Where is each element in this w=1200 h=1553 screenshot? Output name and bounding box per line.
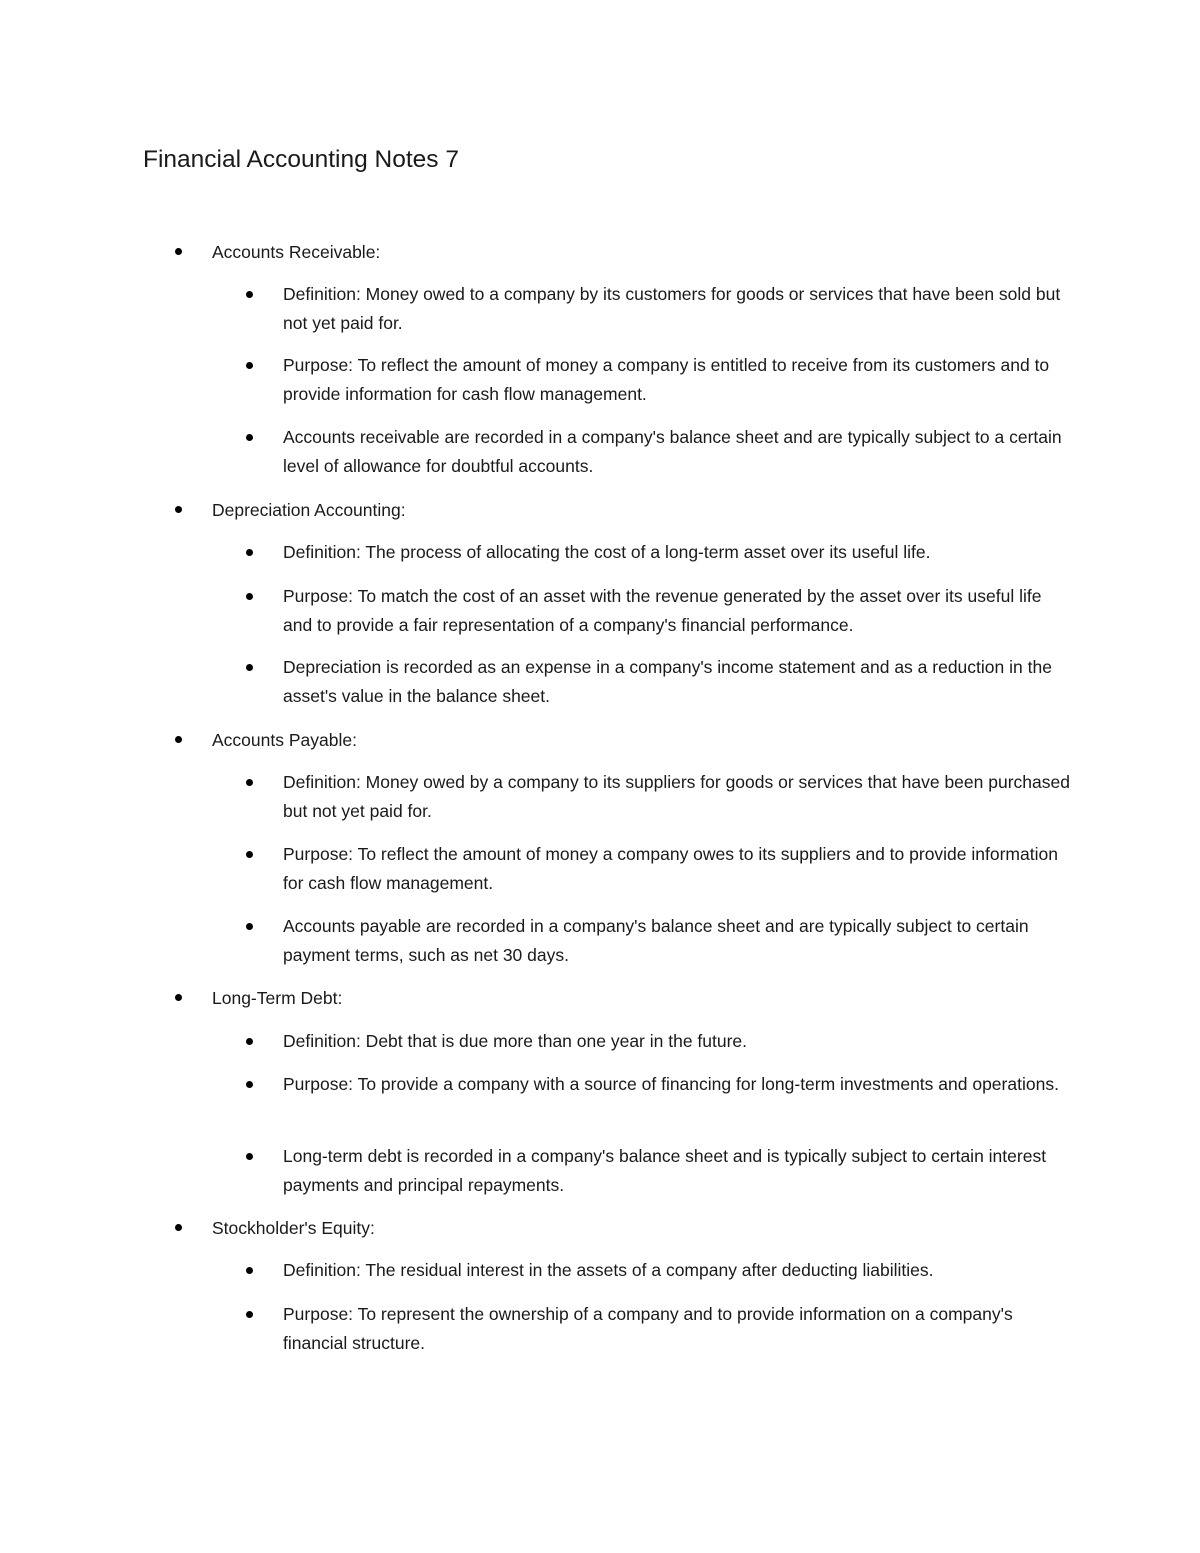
bullet-icon <box>246 664 253 671</box>
section-heading: Stockholder's Equity: <box>212 1218 375 1238</box>
list-item: Accounts receivable are recorded in a company's balance sheet and are typically subject to a certain level of allowance for doubtful accounts. <box>283 427 1062 476</box>
list-item: Depreciation is recorded as an expense in a company's income statement and as a reduction in the asset's value in the balance sheet. <box>283 657 1052 706</box>
bullet-icon <box>246 923 253 930</box>
list-item: Definition: The residual interest in the assets of a company after deducting liabilities. <box>283 1260 934 1280</box>
bullet-icon <box>246 1081 253 1088</box>
bullet-icon <box>175 248 182 255</box>
section-heading: Accounts Payable: <box>212 730 357 750</box>
list-item: Accounts payable are recorded in a company's balance sheet and are typically subject to certain payment terms, such as net 30 days. <box>283 916 1029 965</box>
list-item: Purpose: To provide a company with a source of financing for long-term investments and operations. <box>283 1074 1059 1094</box>
bullet-icon <box>246 779 253 786</box>
bullet-icon <box>175 1224 182 1231</box>
bullet-icon <box>246 1311 253 1318</box>
bullet-icon <box>246 1267 253 1274</box>
bullet-icon <box>246 1038 253 1045</box>
section-heading: Depreciation Accounting: <box>212 500 406 520</box>
list-item: Purpose: To represent the ownership of a company and to provide information on a company's financial structure. <box>283 1304 1013 1353</box>
bullet-icon <box>175 736 182 743</box>
bullet-icon <box>175 506 182 513</box>
bullet-icon <box>246 549 253 556</box>
bullet-icon <box>246 362 253 369</box>
list-item: Definition: Money owed to a company by its customers for goods or services that have been sold but not yet paid for. <box>283 284 1061 333</box>
bullet-icon <box>175 994 182 1001</box>
list-item: Definition: Money owed by a company to its suppliers for goods or services that have been purchased but not yet paid for. <box>283 772 1070 821</box>
list-item: Purpose: To reflect the amount of money a company owes to its suppliers and to provide information for cash flow management. <box>283 844 1058 893</box>
bullet-icon <box>246 851 253 858</box>
section-heading: Long-Term Debt: <box>212 988 343 1008</box>
bullet-icon <box>246 291 253 298</box>
bullet-icon <box>246 593 253 600</box>
document-title: Financial Accounting Notes 7 <box>143 146 459 173</box>
bullet-icon <box>246 1153 253 1160</box>
bullet-icon <box>246 434 253 441</box>
list-item: Purpose: To match the cost of an asset with the revenue generated by the asset over its useful life and to provide a fair representation of a company's financial performance. <box>283 586 1042 635</box>
list-item: Long-term debt is recorded in a company's balance sheet and is typically subject to certain interest payments and principal repayments. <box>283 1146 1047 1195</box>
list-item: Purpose: To reflect the amount of money a company is entitled to receive from its customers and to provide information for cash flow management. <box>283 355 1050 404</box>
list-item: Definition: Debt that is due more than one year in the future. <box>283 1031 748 1051</box>
section-heading: Accounts Receivable: <box>212 242 381 262</box>
list-item: Definition: The process of allocating the cost of a long-term asset over its useful life. <box>283 542 931 562</box>
